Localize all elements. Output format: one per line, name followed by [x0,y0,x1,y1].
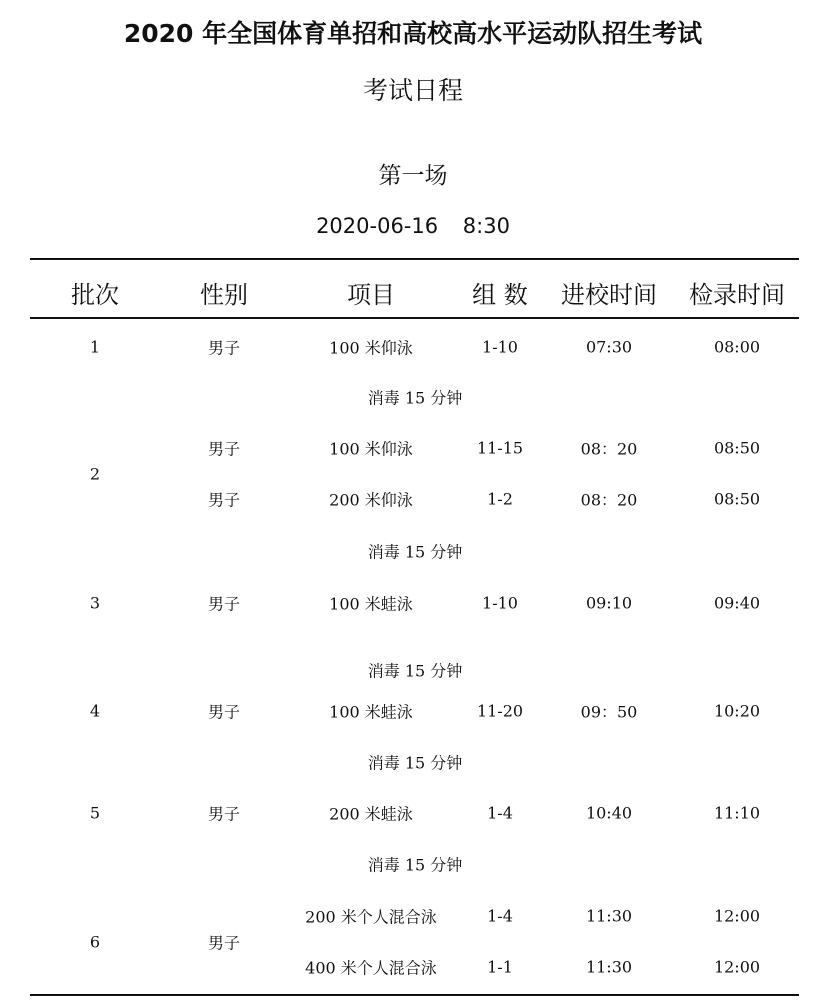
gender-cell: 男子 [207,702,241,722]
groups-cell: 1-2 [487,489,513,509]
header-batch: 批次 [71,281,119,309]
gender-cell: 男子 [207,594,241,614]
check-time-cell: 10:20 [713,701,761,721]
batch-cell: 1 [89,337,101,357]
entry-time-cell: 07:30 [585,337,633,357]
groups-cell: 1-10 [482,593,518,613]
event-cell: 200 米蛙泳 [329,804,413,824]
document-title: 2020 年全国体育单招和高校高水平运动队招生考试 [123,19,703,48]
event-cell: 100 米蛙泳 [329,594,413,614]
event-cell: 100 米仰泳 [329,338,413,358]
disinfection-note: 消毒 15 分钟 [367,855,463,875]
document-subtitle: 考试日程 [362,76,463,105]
entry-time-cell: 11:30 [585,906,633,926]
event-cell: 200 米个人混合泳 [305,907,437,927]
event-cell: 400 米个人混合泳 [305,958,437,978]
check-time-cell: 12:00 [713,906,761,926]
batch-cell: 3 [89,593,101,613]
header-gender: 性别 [200,281,248,309]
batch-cell: 4 [89,701,101,721]
entry-time-cell: 08：20 [580,490,638,510]
header-bottom-rule [30,317,799,319]
check-time-cell: 08:50 [713,438,761,458]
groups-cell: 1-4 [487,803,513,823]
session-label: 第一场 [378,163,448,189]
header-groups: 组 数 [472,281,528,309]
batch-cell: 6 [89,932,101,952]
batch-cell: 5 [89,803,101,823]
session-datetime: 2020-06-16 8:30 [316,214,510,238]
groups-cell: 1-1 [487,957,513,977]
check-time-cell: 08:00 [713,337,761,357]
header-event: 项目 [347,281,395,309]
gender-cell: 男子 [207,338,241,358]
check-time-cell: 12:00 [713,957,761,977]
groups-cell: 1-10 [482,337,518,357]
entry-time-cell: 08：20 [580,439,638,459]
gender-cell: 男子 [207,804,241,824]
disinfection-note: 消毒 15 分钟 [367,542,463,562]
table-bottom-rule [30,994,799,996]
gender-cell: 男子 [207,439,241,459]
entry-time-cell: 10:40 [585,803,633,823]
entry-time-cell: 11:30 [585,957,633,977]
check-time-cell: 08:50 [713,489,761,509]
disinfection-note: 消毒 15 分钟 [367,388,463,408]
disinfection-note: 消毒 15 分钟 [367,753,463,773]
event-cell: 100 米蛙泳 [329,702,413,722]
gender-cell: 男子 [207,490,241,510]
event-cell: 100 米仰泳 [329,439,413,459]
disinfection-note: 消毒 15 分钟 [367,661,463,681]
groups-cell: 1-4 [487,906,513,926]
entry-time-cell: 09：50 [580,702,638,722]
header-entry-time: 进校时间 [561,281,657,309]
table-top-rule [30,258,799,260]
batch-cell: 2 [89,464,101,484]
groups-cell: 11-15 [476,438,524,458]
groups-cell: 11-20 [476,701,524,721]
check-time-cell: 11:10 [713,803,761,823]
entry-time-cell: 09:10 [585,593,633,613]
check-time-cell: 09:40 [713,593,761,613]
gender-cell: 男子 [207,933,241,953]
header-check-time: 检录时间 [689,281,785,309]
event-cell: 200 米仰泳 [329,490,413,510]
